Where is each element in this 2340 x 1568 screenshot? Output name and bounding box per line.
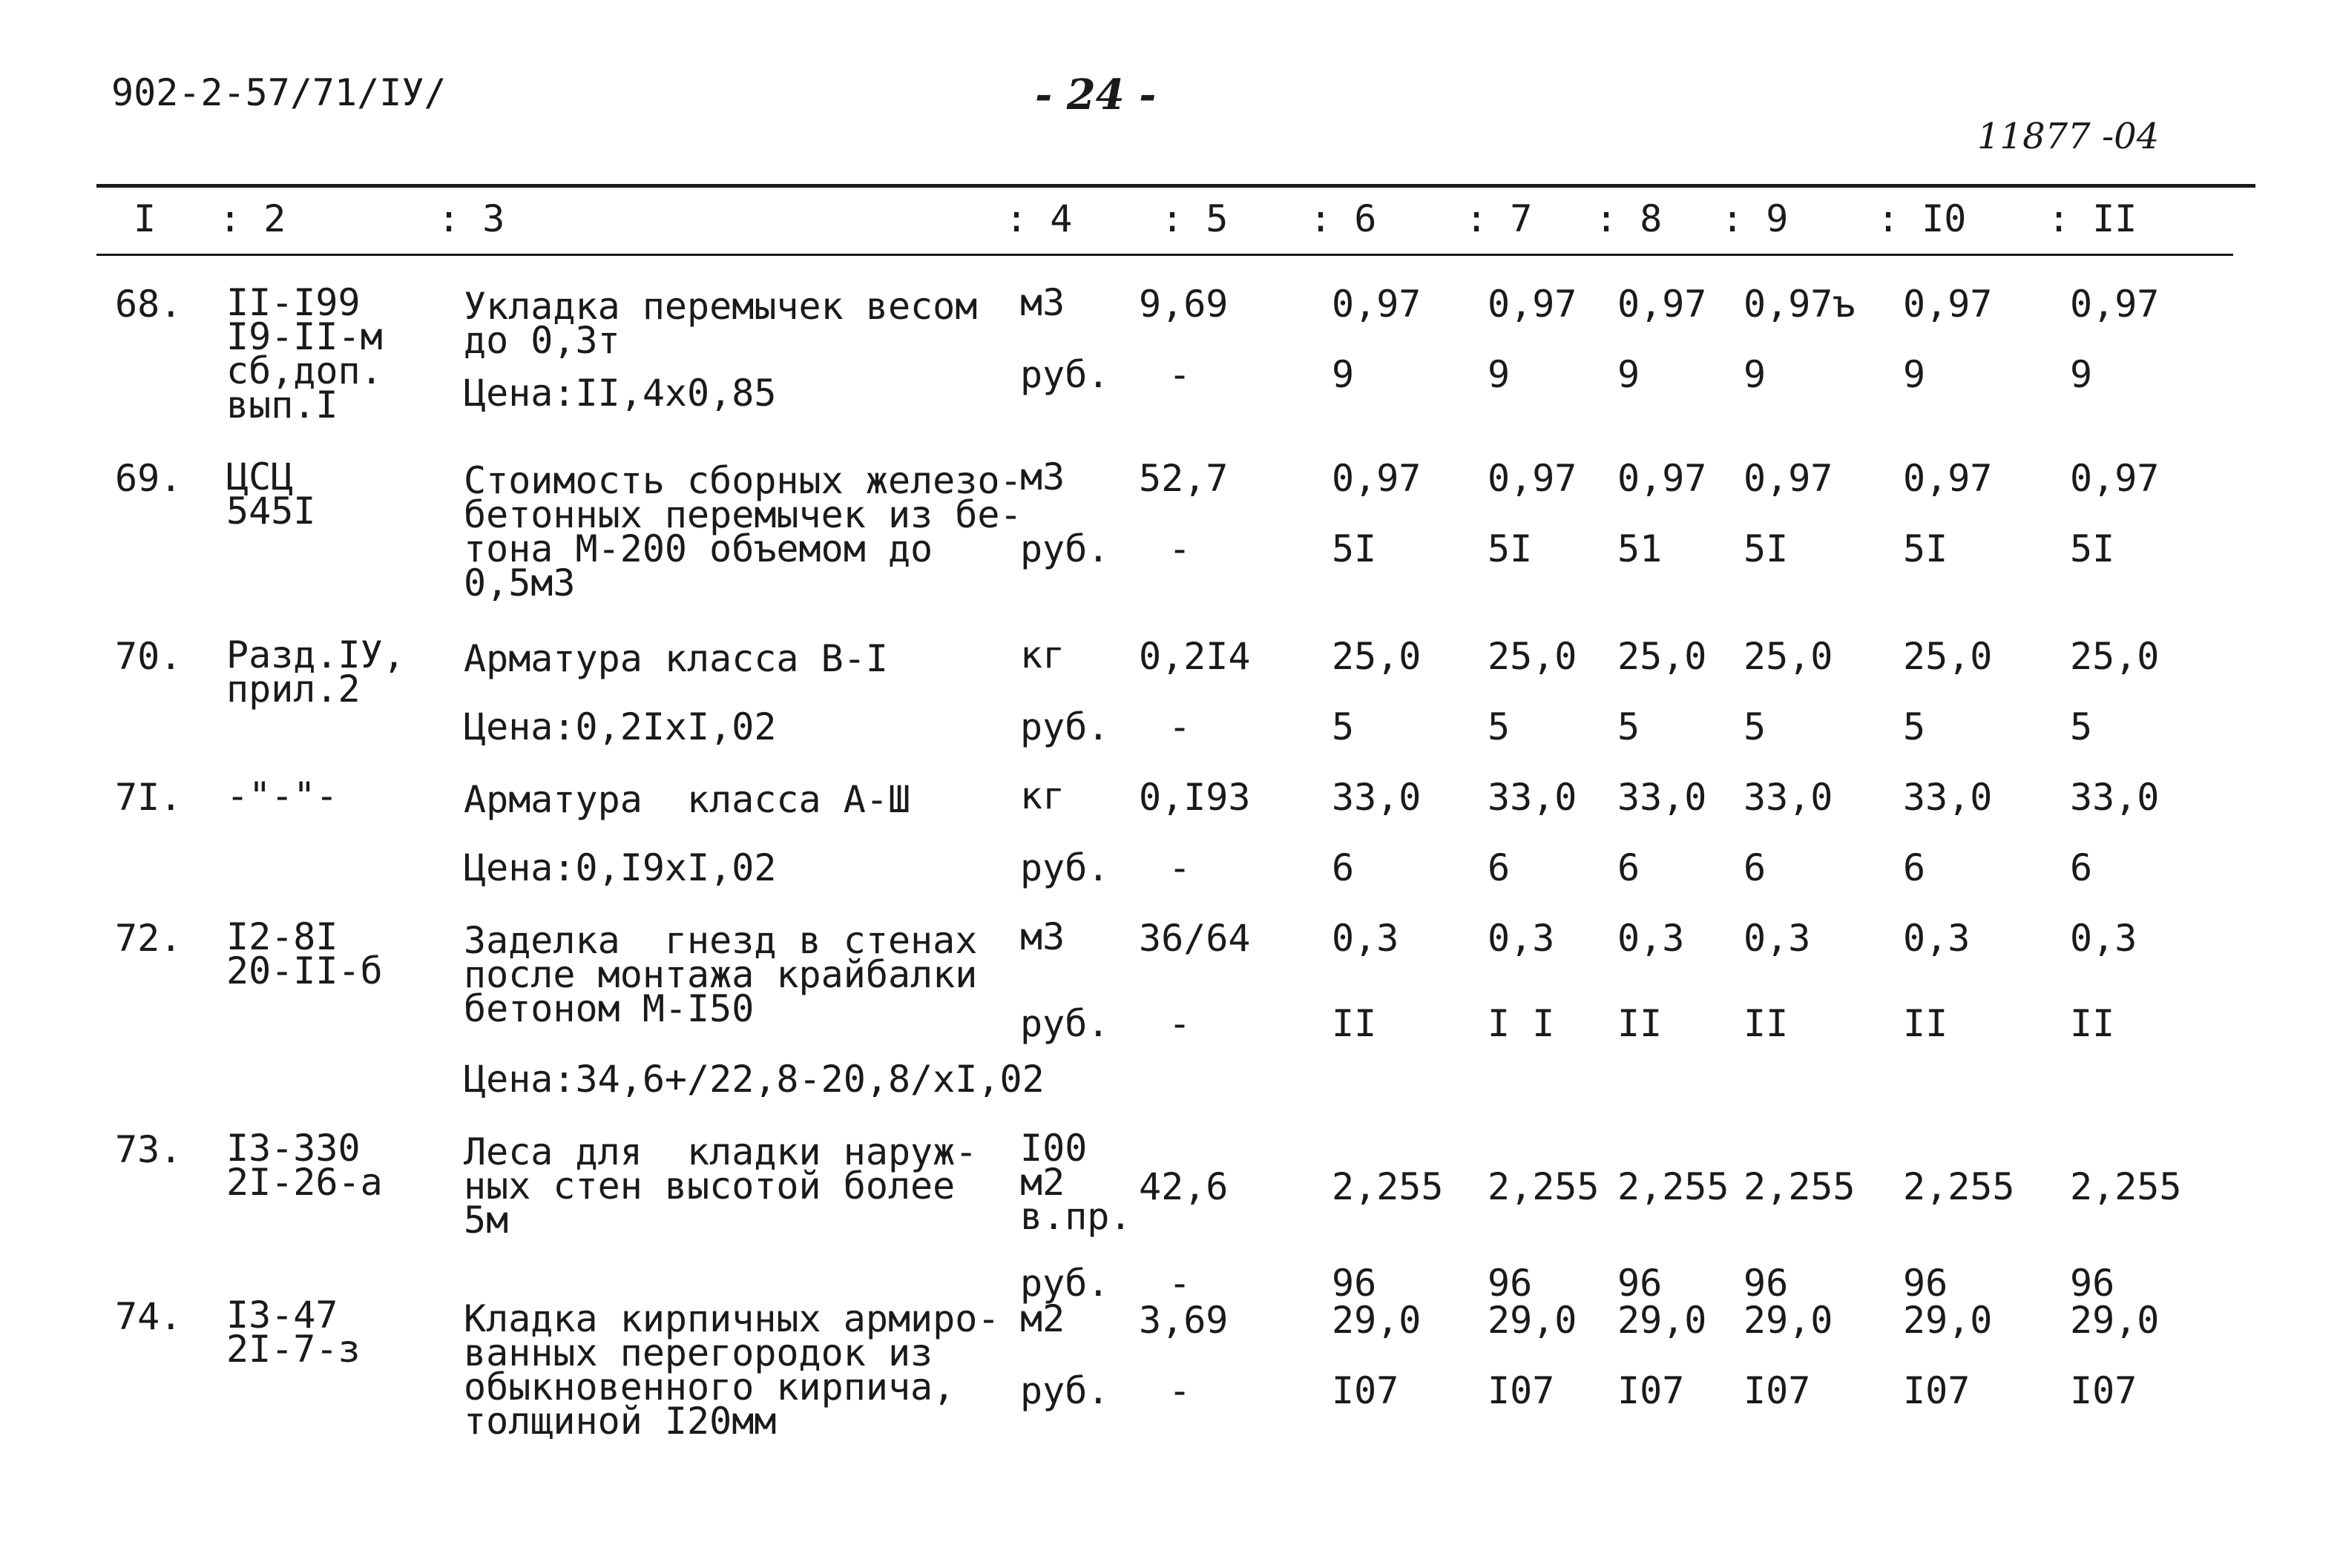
value-col-6-secondary: 6 [1332, 846, 1355, 889]
row-price-formula: Цена:0,I9xI,02 [464, 846, 777, 889]
value-col-11-secondary: II [2070, 1002, 2115, 1045]
row-number: 7I. [115, 776, 183, 819]
value-col-10-secondary: II [1903, 1002, 1948, 1045]
value-col-8: 0,97 [1617, 283, 1707, 326]
value-col-6-secondary: II [1332, 1002, 1377, 1045]
value-col-9-secondary: 5I [1744, 527, 1789, 570]
value-col-9: 0,3 [1744, 917, 1811, 960]
row-unit-secondary: руб. [1020, 1369, 1110, 1412]
value-col-8: 0,97 [1617, 457, 1707, 500]
value-col-11-secondary: 5I [2070, 527, 2115, 570]
value-col-10: 2,255 [1903, 1165, 2015, 1208]
value-col-9-secondary: 6 [1744, 846, 1766, 889]
value-col-8: 0,3 [1617, 917, 1685, 960]
row-secondary-price: - [1169, 846, 1192, 889]
row-number: 68. [115, 283, 183, 326]
row-number: 70. [115, 635, 183, 678]
value-col-8-secondary: I07 [1617, 1369, 1685, 1412]
row-unit-price: 0,2I4 [1139, 635, 1251, 678]
row-unit-price: 9,69 [1139, 283, 1229, 326]
value-col-6: 2,255 [1332, 1165, 1444, 1208]
row-secondary-price: - [1169, 353, 1192, 396]
value-col-9: 0,97ъ [1744, 283, 1856, 326]
column-header-10: : I0 [1877, 197, 1967, 240]
row-unit-primary: м3 [1020, 281, 1065, 324]
value-col-6-secondary: 96 [1332, 1262, 1377, 1305]
value-col-10-secondary: 96 [1903, 1262, 1948, 1305]
value-col-6-secondary: I07 [1332, 1369, 1399, 1412]
row-secondary-price: - [1169, 705, 1192, 748]
row-number: 74. [115, 1295, 183, 1338]
row-unit-primary: I00 м2 в.пр. [1020, 1127, 1132, 1238]
row-description: Леса для кладки наруж- ных стен высотой более 5м [464, 1130, 978, 1242]
row-unit-price: 36/64 [1139, 917, 1251, 960]
value-col-9-secondary: 96 [1744, 1262, 1789, 1305]
value-col-9: 29,0 [1744, 1299, 1833, 1342]
document-code: 902-2-57/71/IУ/ [111, 71, 447, 114]
column-header-11: : II [2048, 197, 2137, 240]
row-number: 72. [115, 917, 183, 960]
row-description: Кладка кирпичных армиро- ванных перегородок из обыкновенного кирпича, толщиной I20мм [464, 1297, 1000, 1443]
row-unit-primary: кг [1020, 633, 1065, 676]
row-secondary-price: - [1169, 1002, 1192, 1045]
value-col-11: 29,0 [2070, 1299, 2160, 1342]
value-col-10: 0,97 [1903, 283, 1993, 326]
value-col-6-secondary: 9 [1332, 353, 1355, 396]
column-header-8: : 8 [1595, 197, 1663, 240]
table-top-rule [96, 184, 2255, 188]
row-unit-price: 52,7 [1139, 457, 1229, 500]
row-unit-secondary: руб. [1020, 705, 1110, 748]
column-header-7: : 7 [1465, 197, 1533, 240]
row-unit-secondary: руб. [1020, 527, 1110, 570]
row-number: 69. [115, 457, 183, 500]
row-number: 73. [115, 1128, 183, 1171]
row-unit-secondary: руб. [1020, 353, 1110, 396]
value-col-11: 0,3 [2070, 917, 2137, 960]
value-col-10-secondary: 9 [1903, 353, 1926, 396]
value-col-9-secondary: II [1744, 1002, 1789, 1045]
value-col-7-secondary: 96 [1488, 1262, 1533, 1305]
value-col-6: 0,97 [1332, 457, 1422, 500]
row-code: II-I99 I9-II-м сб,доп. вып.I [226, 281, 383, 426]
value-col-7-secondary: 5 [1488, 705, 1511, 748]
value-col-7-secondary: 6 [1488, 846, 1511, 889]
value-col-11: 25,0 [2070, 635, 2160, 678]
row-unit-primary: м3 [1020, 915, 1065, 958]
value-col-7: 0,97 [1488, 283, 1577, 326]
value-col-8-secondary: 5 [1617, 705, 1640, 748]
value-col-6-secondary: 5 [1332, 705, 1355, 748]
value-col-8: 25,0 [1617, 635, 1707, 678]
value-col-8: 2,255 [1617, 1165, 1729, 1208]
value-col-6: 0,3 [1332, 917, 1399, 960]
row-secondary-price: - [1169, 527, 1192, 570]
value-col-9: 0,97 [1744, 457, 1833, 500]
value-col-10-secondary: I07 [1903, 1369, 1971, 1412]
value-col-10: 25,0 [1903, 635, 1993, 678]
value-col-7: 33,0 [1488, 776, 1577, 819]
value-col-11: 33,0 [2070, 776, 2160, 819]
value-col-8-secondary: 9 [1617, 353, 1640, 396]
value-col-8-secondary: 51 [1617, 527, 1663, 570]
column-header-4: : 4 [1005, 197, 1073, 240]
row-code: Разд.IУ, прил.2 [226, 633, 405, 711]
row-unit-secondary: руб. [1020, 1262, 1110, 1305]
row-unit-primary: кг [1020, 774, 1065, 817]
value-col-7: 29,0 [1488, 1299, 1577, 1342]
row-code: -"-"- [226, 774, 338, 817]
value-col-11: 2,255 [2070, 1165, 2182, 1208]
value-col-11-secondary: 96 [2070, 1262, 2115, 1305]
value-col-7: 2,255 [1488, 1165, 1600, 1208]
value-col-7-secondary: 5I [1488, 527, 1533, 570]
column-header-1: I [134, 197, 157, 240]
row-description: Арматура класса А-Ш [464, 778, 911, 821]
row-unit-price: 42,6 [1139, 1165, 1229, 1208]
value-col-7-secondary: I I [1488, 1002, 1555, 1045]
row-unit-secondary: руб. [1020, 846, 1110, 889]
value-col-11: 0,97 [2070, 457, 2160, 500]
column-header-5: : 5 [1161, 197, 1229, 240]
value-col-8-secondary: 6 [1617, 846, 1640, 889]
value-col-10: 29,0 [1903, 1299, 1993, 1342]
value-col-11-secondary: 9 [2070, 353, 2093, 396]
row-code: I3-47 2I-7-з [226, 1294, 361, 1371]
value-col-6: 25,0 [1332, 635, 1422, 678]
value-col-9-secondary: I07 [1744, 1369, 1811, 1412]
value-col-8-secondary: II [1617, 1002, 1663, 1045]
row-unit-price: 3,69 [1139, 1299, 1229, 1342]
archive-number: 11877 -04 [1977, 116, 2160, 157]
row-unit-primary: м3 [1020, 455, 1065, 498]
table-header-rule [96, 254, 2233, 256]
value-col-6-secondary: 5I [1332, 527, 1377, 570]
value-col-9: 2,255 [1744, 1165, 1856, 1208]
value-col-6: 29,0 [1332, 1299, 1422, 1342]
row-unit-primary: м2 [1020, 1297, 1065, 1340]
row-price-formula: Цена:II,4x0,85 [464, 372, 777, 415]
row-description: Арматура класса В-I [464, 637, 888, 680]
value-col-7-secondary: I07 [1488, 1369, 1555, 1412]
row-unit-price: 0,I93 [1139, 776, 1251, 819]
row-secondary-price: - [1169, 1369, 1192, 1412]
row-price-formula: Цена:34,6+/22,8-20,8/xI,02 [464, 1058, 1045, 1101]
value-col-7: 25,0 [1488, 635, 1577, 678]
row-description: Заделка гнезд в стенах после монтажа крайбалки бетоном М-I50 [464, 919, 978, 1030]
value-col-9: 33,0 [1744, 776, 1833, 819]
value-col-9-secondary: 5 [1744, 705, 1766, 748]
value-col-10-secondary: 5I [1903, 527, 1948, 570]
row-code: I2-8I 20-II-б [226, 915, 383, 992]
value-col-6: 0,97 [1332, 283, 1422, 326]
page-number: - 24 - [1035, 70, 1157, 119]
column-header-3: : 3 [438, 197, 505, 240]
value-col-10: 33,0 [1903, 776, 1993, 819]
column-header-2: : 2 [219, 197, 286, 240]
value-col-11-secondary: 6 [2070, 846, 2093, 889]
value-col-8-secondary: 96 [1617, 1262, 1663, 1305]
row-code: ЦСЦ 545I [226, 455, 316, 533]
row-description: Стоимость сборных железо- бетонных перемычек из бе- тона М-200 объемом до 0,5м3 [464, 459, 1022, 605]
value-col-11: 0,97 [2070, 283, 2160, 326]
value-col-8: 33,0 [1617, 776, 1707, 819]
row-code: I3-330 2I-26-а [226, 1127, 383, 1204]
column-header-9: : 9 [1721, 197, 1789, 240]
value-col-7: 0,97 [1488, 457, 1577, 500]
value-col-10: 0,3 [1903, 917, 1971, 960]
value-col-7-secondary: 9 [1488, 353, 1511, 396]
row-secondary-price: - [1169, 1262, 1192, 1305]
row-price-formula: Цена:0,2IxI,02 [464, 705, 777, 748]
value-col-8: 29,0 [1617, 1299, 1707, 1342]
value-col-7: 0,3 [1488, 917, 1555, 960]
value-col-11-secondary: 5 [2070, 705, 2093, 748]
value-col-6: 33,0 [1332, 776, 1422, 819]
row-unit-secondary: руб. [1020, 1002, 1110, 1045]
row-description: Укладка перемычек весом до 0,3т [464, 285, 978, 362]
value-col-11-secondary: I07 [2070, 1369, 2137, 1412]
value-col-9-secondary: 9 [1744, 353, 1766, 396]
value-col-10-secondary: 5 [1903, 705, 1926, 748]
column-header-6: : 6 [1309, 197, 1377, 240]
value-col-10: 0,97 [1903, 457, 1993, 500]
value-col-9: 25,0 [1744, 635, 1833, 678]
value-col-10-secondary: 6 [1903, 846, 1926, 889]
